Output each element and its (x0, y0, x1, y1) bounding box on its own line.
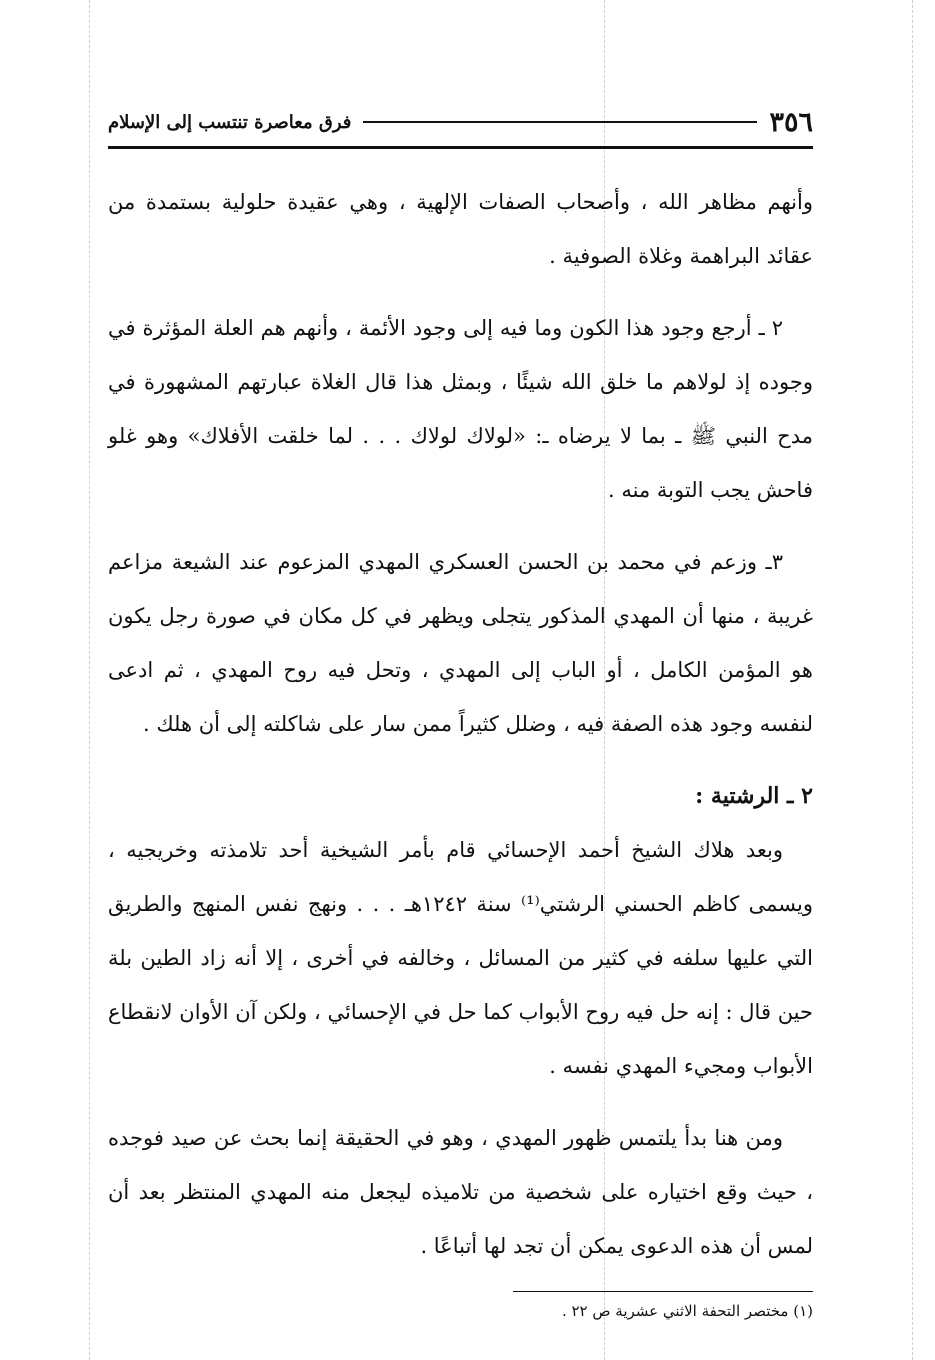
body-text (108, 175, 813, 1273)
running-header (108, 98, 813, 149)
section-heading: ٢ ـ الرشتية : (695, 783, 813, 809)
scan-guide-line (89, 0, 90, 1360)
paragraph-5: ومن هنا بدأ يلتمس ظهور المهدي ، وهو في الحقيقة إنما بحث عن صيد فوجده ، حيث وقع اختياره على شخصية من تلاميذه ليجعل منه المهدي المنتظر بعد أن لمس أن هذه الدعوى يمكن أن تجد لها أتباعًا . (108, 1126, 813, 1258)
paragraph-2: ٢ ـ أرجع وجود هذا الكون وما فيه إلى وجود الأئمة ، وأنهم هم العلة المؤثرة في وجوده إذ لولاهم ما خلق الله شيئًا ، وبمثل هذا قال الغلاة عبارتهم المشهورة في مدح النبي ﷺ ـ بما لا يرضاه ـ: «لولاك لولاك . . . لما خلقت الأفلاك» وهو غلو فاحش يجب التوبة منه . (108, 316, 813, 502)
paragraph-4: وبعد هلاك الشيخ أحمد الإحسائي قام بأمر الشيخية أحد تلامذته وخريجيه ، ويسمى كاظم الحسني الرشتي⁽¹⁾ سنة ١٢٤٢هـ . . . ونهج نفس المنهج والطريق التي عليها سلفه في كثير من المسائل ، وخالفه في أخرى ، إلا أنه زاد الطين بلة حين قال : إنه حل فيه روح الأبواب كما حل في الإحسائي ، ولكن آن الأوان لانقطاع الأبواب ومجيء المهدي نفسه . (108, 838, 813, 1078)
scan-guide-line (912, 0, 913, 1360)
book-page (108, 98, 813, 1326)
footnote-separator (513, 1291, 813, 1292)
page-number: ٣٥٦ (769, 106, 813, 138)
paragraph-3: ٣ـ وزعم في محمد بن الحسن العسكري المهدي المزعوم عند الشيعة مزاعم غريبة ، منها أن المهدي المذكور يتجلى ويظهر في كل مكان في صورة رجل يكون هو المؤمن الكامل ، أو الباب إلى المهدي ، وتحل فيه روح المهدي ، ثم ادعى لنفسه وجود هذه الصفة فيه ، وضلل كثيراً ممن سار على شاكلته إلى أن هلك . (108, 550, 813, 736)
footnote: (١) مختصر التحفة الاثني عشرية ص ٢٢ . (561, 1302, 813, 1320)
header-rule (363, 121, 757, 123)
paragraph-1: وأنهم مظاهر الله ، وأصحاب الصفات الإلهية ، وهي عقيدة حلولية بستمدة من عقائد البراهمة وغلاة الصوفية . (108, 190, 813, 268)
book-title: فرق معاصرة تنتسب إلى الإسلام (108, 111, 352, 133)
